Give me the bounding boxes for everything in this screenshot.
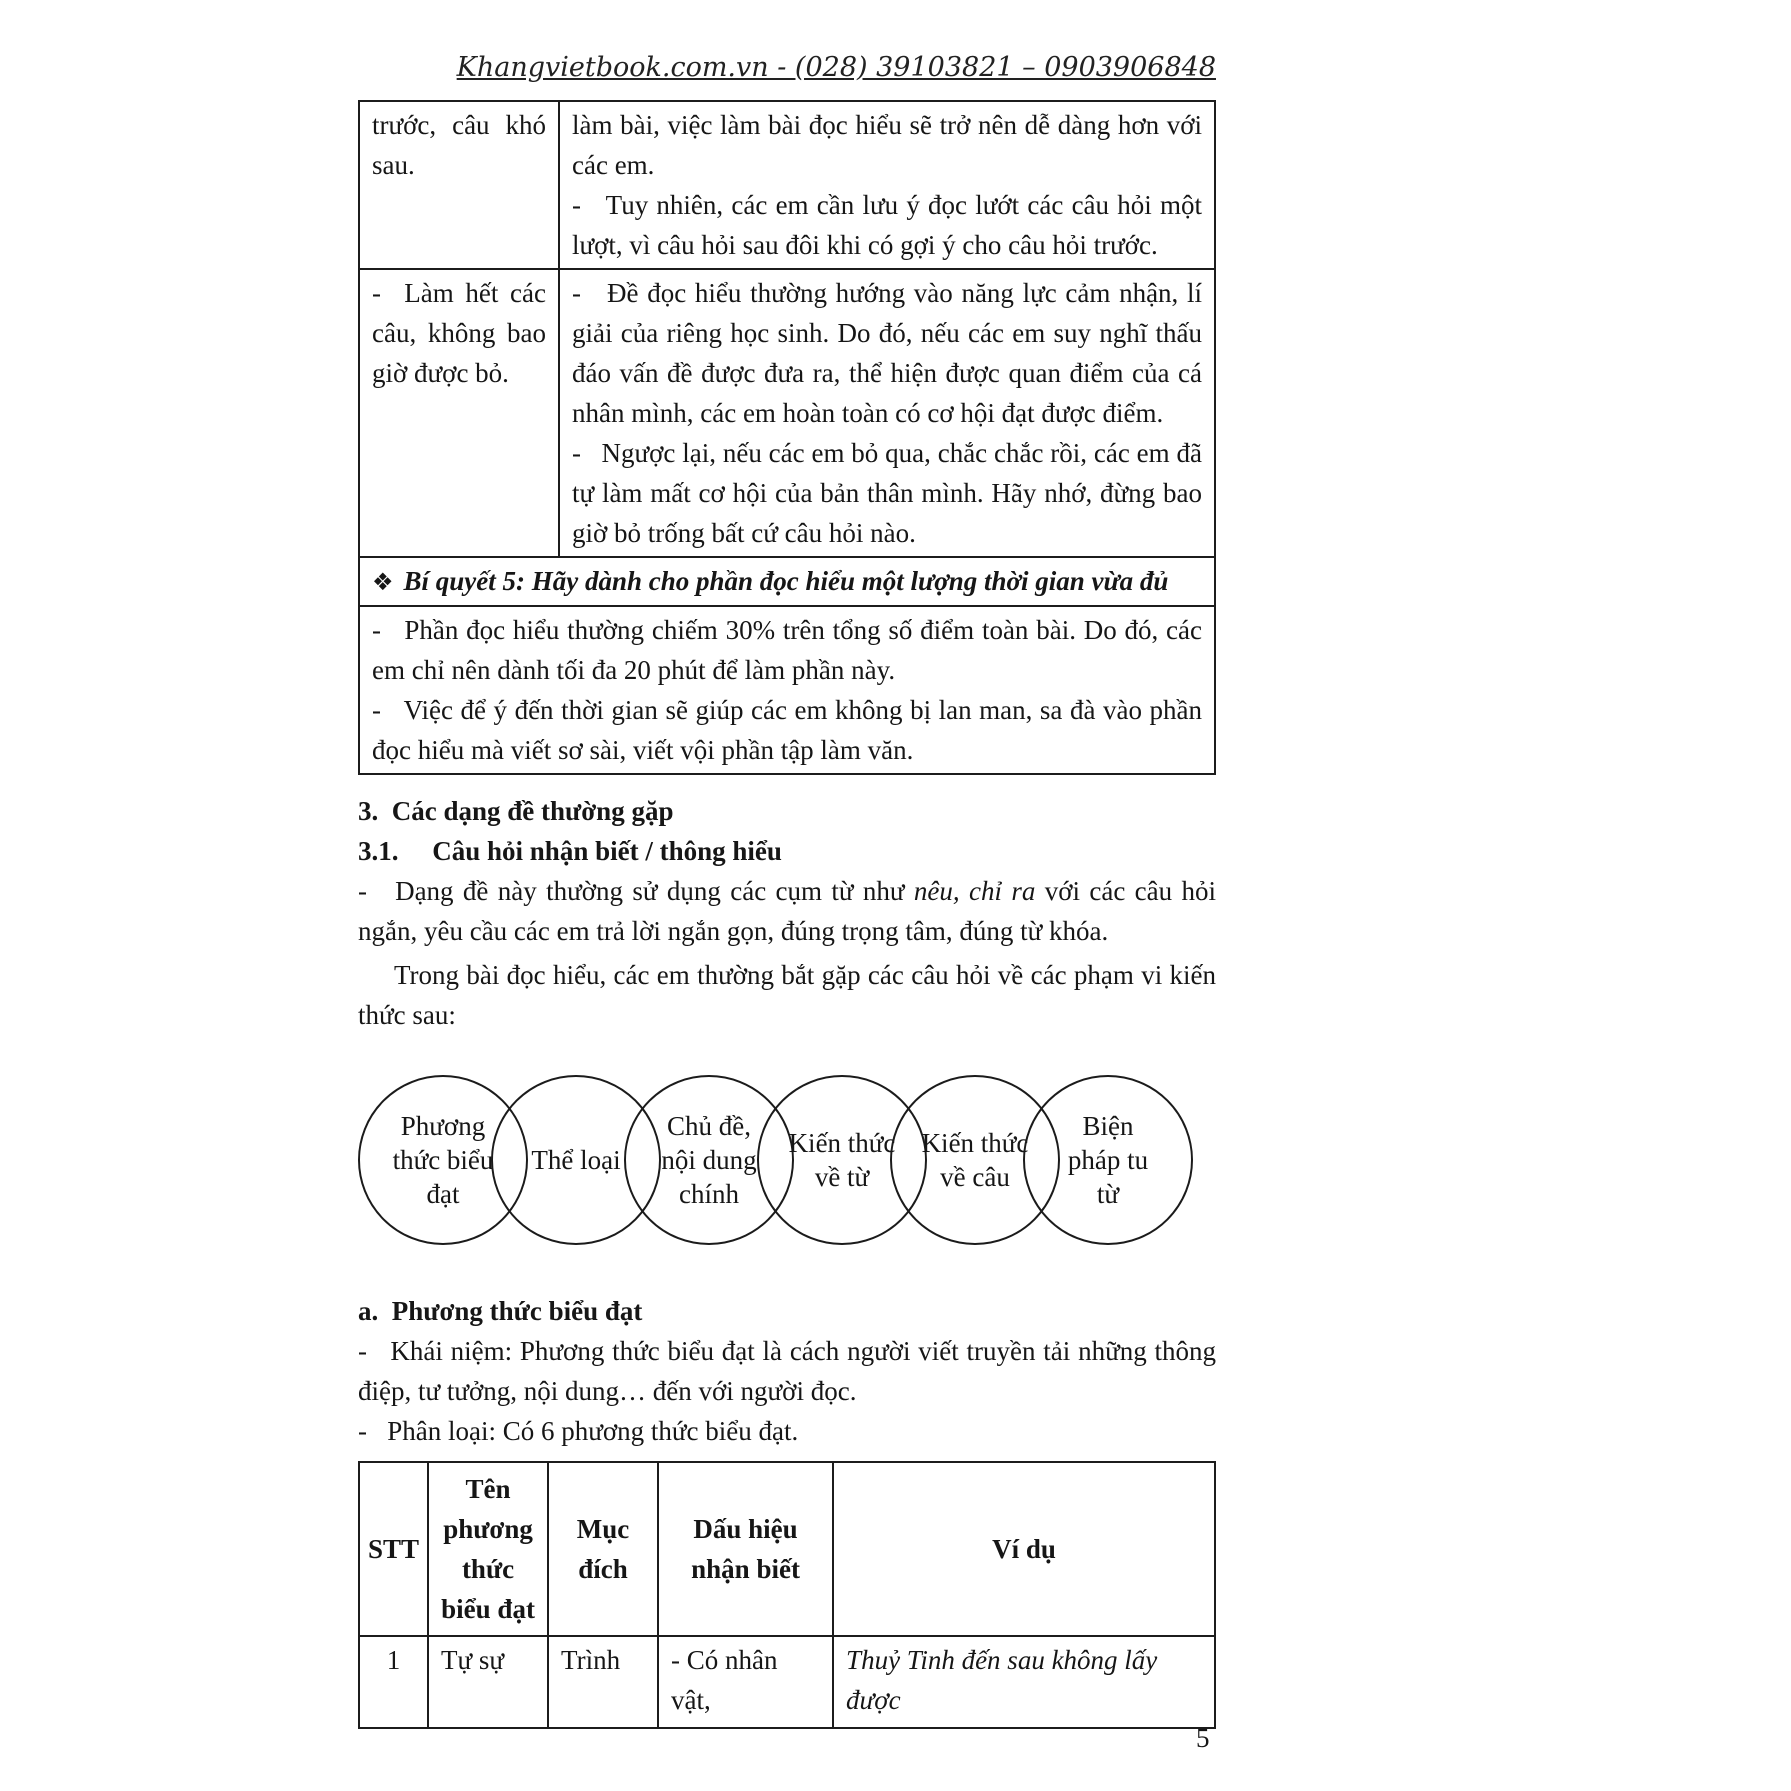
tips-row1-right-p2: - Tuy nhiên, các em cần lưu ý đọc lướt các câu hỏi một lượt, vì câu hỏi sau đôi khi có gợi ý cho câu hỏi trước.: [572, 190, 1202, 260]
methods-cell-stt: 1: [359, 1636, 428, 1728]
methods-cell-vi-du: Thuỷ Tinh đến sau không lấy được: [833, 1636, 1215, 1728]
methods-cell-dau-hieu: - Có nhân vật,: [658, 1636, 833, 1728]
section31-paragraph-1: [358, 871, 1216, 951]
methods-cell-muc-dich: Trình: [548, 1636, 658, 1728]
tips-table-row: [359, 269, 1215, 557]
venn-circle-label: Kiến thức về câu: [921, 1128, 1029, 1192]
methods-cell-ten: Tự sự: [428, 1636, 548, 1728]
tips-row2-left-text: - Làm hết các câu, không bao giờ được bỏ.: [372, 278, 546, 388]
tips-table: [358, 100, 1216, 775]
tip5-body-p2: - Việc để ý đến thời gian sẽ giúp các em không bị lan man, sa đà vào phần đọc hiểu mà viết sơ sài, viết vội phần tập làm văn.: [372, 695, 1202, 765]
methods-header-ten: Tên phương thức biểu đạt: [428, 1462, 548, 1636]
paragraph-text: - Dạng đề này thường sử dụng các cụm từ như: [358, 876, 914, 906]
section-a-paragraph-2: - Phân loại: Có 6 phương thức biểu đạt.: [358, 1416, 799, 1446]
tip5-body-cell: [359, 606, 1215, 774]
methods-header-stt: STT: [359, 1462, 428, 1636]
tip5-body-row: [359, 606, 1215, 774]
methods-header-row: [359, 1462, 1215, 1636]
header-contact-line: Khangvietbook.com.vn - (028) 39103821 – 0903906848: [456, 52, 1216, 83]
methods-header-vi-du: Ví dụ: [833, 1462, 1215, 1636]
tips-row2-right-cell: [559, 269, 1215, 557]
diamond-bullet-icon: ❖: [372, 568, 394, 596]
tips-row1-right-p1: làm bài, việc làm bài đọc hiểu sẽ trở nên dễ dàng hơn với các em.: [572, 110, 1202, 180]
venn-circle-bien-phap-tu-tu: [1023, 1075, 1193, 1245]
tip5-title-text: Bí quyết 5: Hãy dành cho phần đọc hiểu một lượng thời gian vừa đủ: [403, 566, 1169, 596]
page-number: 5: [1196, 1723, 1210, 1753]
section3-heading: 3. Các dạng đề thường gặp: [358, 796, 674, 826]
tips-row1-left-text: trước, câu khó sau.: [372, 110, 546, 180]
section-a-heading: a. Phương thức biểu đạt: [358, 1296, 643, 1326]
venn-circle-label: Kiến thức về từ: [788, 1128, 896, 1192]
methods-data-row: [359, 1636, 1215, 1728]
tips-row2-right-p2: - Ngược lại, nếu các em bỏ qua, chắc chắc rồi, các em đã tự làm mất cơ hội của bản thân mình. Hãy nhớ, đừng bao giờ bỏ trống bất cứ câu hỏi nào.: [572, 438, 1202, 548]
methods-header-muc-dich: Mục đích: [548, 1462, 658, 1636]
venn-diagram: [358, 1069, 1216, 1253]
tip5-title-row: [359, 557, 1215, 606]
tips-table-row: [359, 101, 1215, 269]
tips-row1-right-cell: [559, 101, 1215, 269]
section31-paragraph-2: Trong bài đọc hiểu, các em thường bắt gặp các câu hỏi về các phạm vi kiến thức sau:: [358, 960, 1216, 1030]
page-content: [358, 48, 1216, 1729]
venn-circle-label: Chủ đề, nội dung chính: [661, 1111, 757, 1209]
tips-row2-left-cell: [359, 269, 559, 557]
tip5-title-cell: [359, 557, 1215, 606]
paragraph-italic-text: nêu, chỉ ra: [913, 876, 1036, 906]
methods-header-dau-hieu: Dấu hiệu nhận biết: [658, 1462, 833, 1636]
venn-circle-label: Biện pháp tu từ: [1067, 1111, 1149, 1209]
section31-heading: 3.1. Câu hỏi nhận biết / thông hiểu: [358, 836, 782, 866]
venn-circle-label: Phương thức biểu đạt: [392, 1111, 494, 1209]
paragraph-text: với các câu hỏi ngắn, yêu cầu các em trả lời ngắn gọn, đúng trọng tâm, đúng từ khóa.: [358, 876, 1217, 946]
methods-table: [358, 1461, 1216, 1729]
venn-circle-label: Thể loại: [531, 1145, 621, 1175]
tip5-body-p1: - Phần đọc hiểu thường chiếm 30% trên tổng số điểm toàn bài. Do đó, các em chỉ nên dành tối đa 20 phút để làm phần này.: [372, 615, 1202, 685]
tips-row1-left-cell: [359, 101, 559, 269]
tips-row2-right-p1: - Đề đọc hiểu thường hướng vào năng lực cảm nhận, lí giải của riêng học sinh. Do đó, nếu các em suy nghĩ thấu đáo vấn đề được đưa ra, thể hiện được quan điểm của cá nhân mình, các em hoàn toàn có cơ hội đạt được điểm.: [572, 278, 1202, 428]
section-a-paragraph-1: - Khái niệm: Phương thức biểu đạt là cách người viết truyền tải những thông điệp, tư tưởng, nội dung… đến với người đọc.: [358, 1336, 1216, 1406]
